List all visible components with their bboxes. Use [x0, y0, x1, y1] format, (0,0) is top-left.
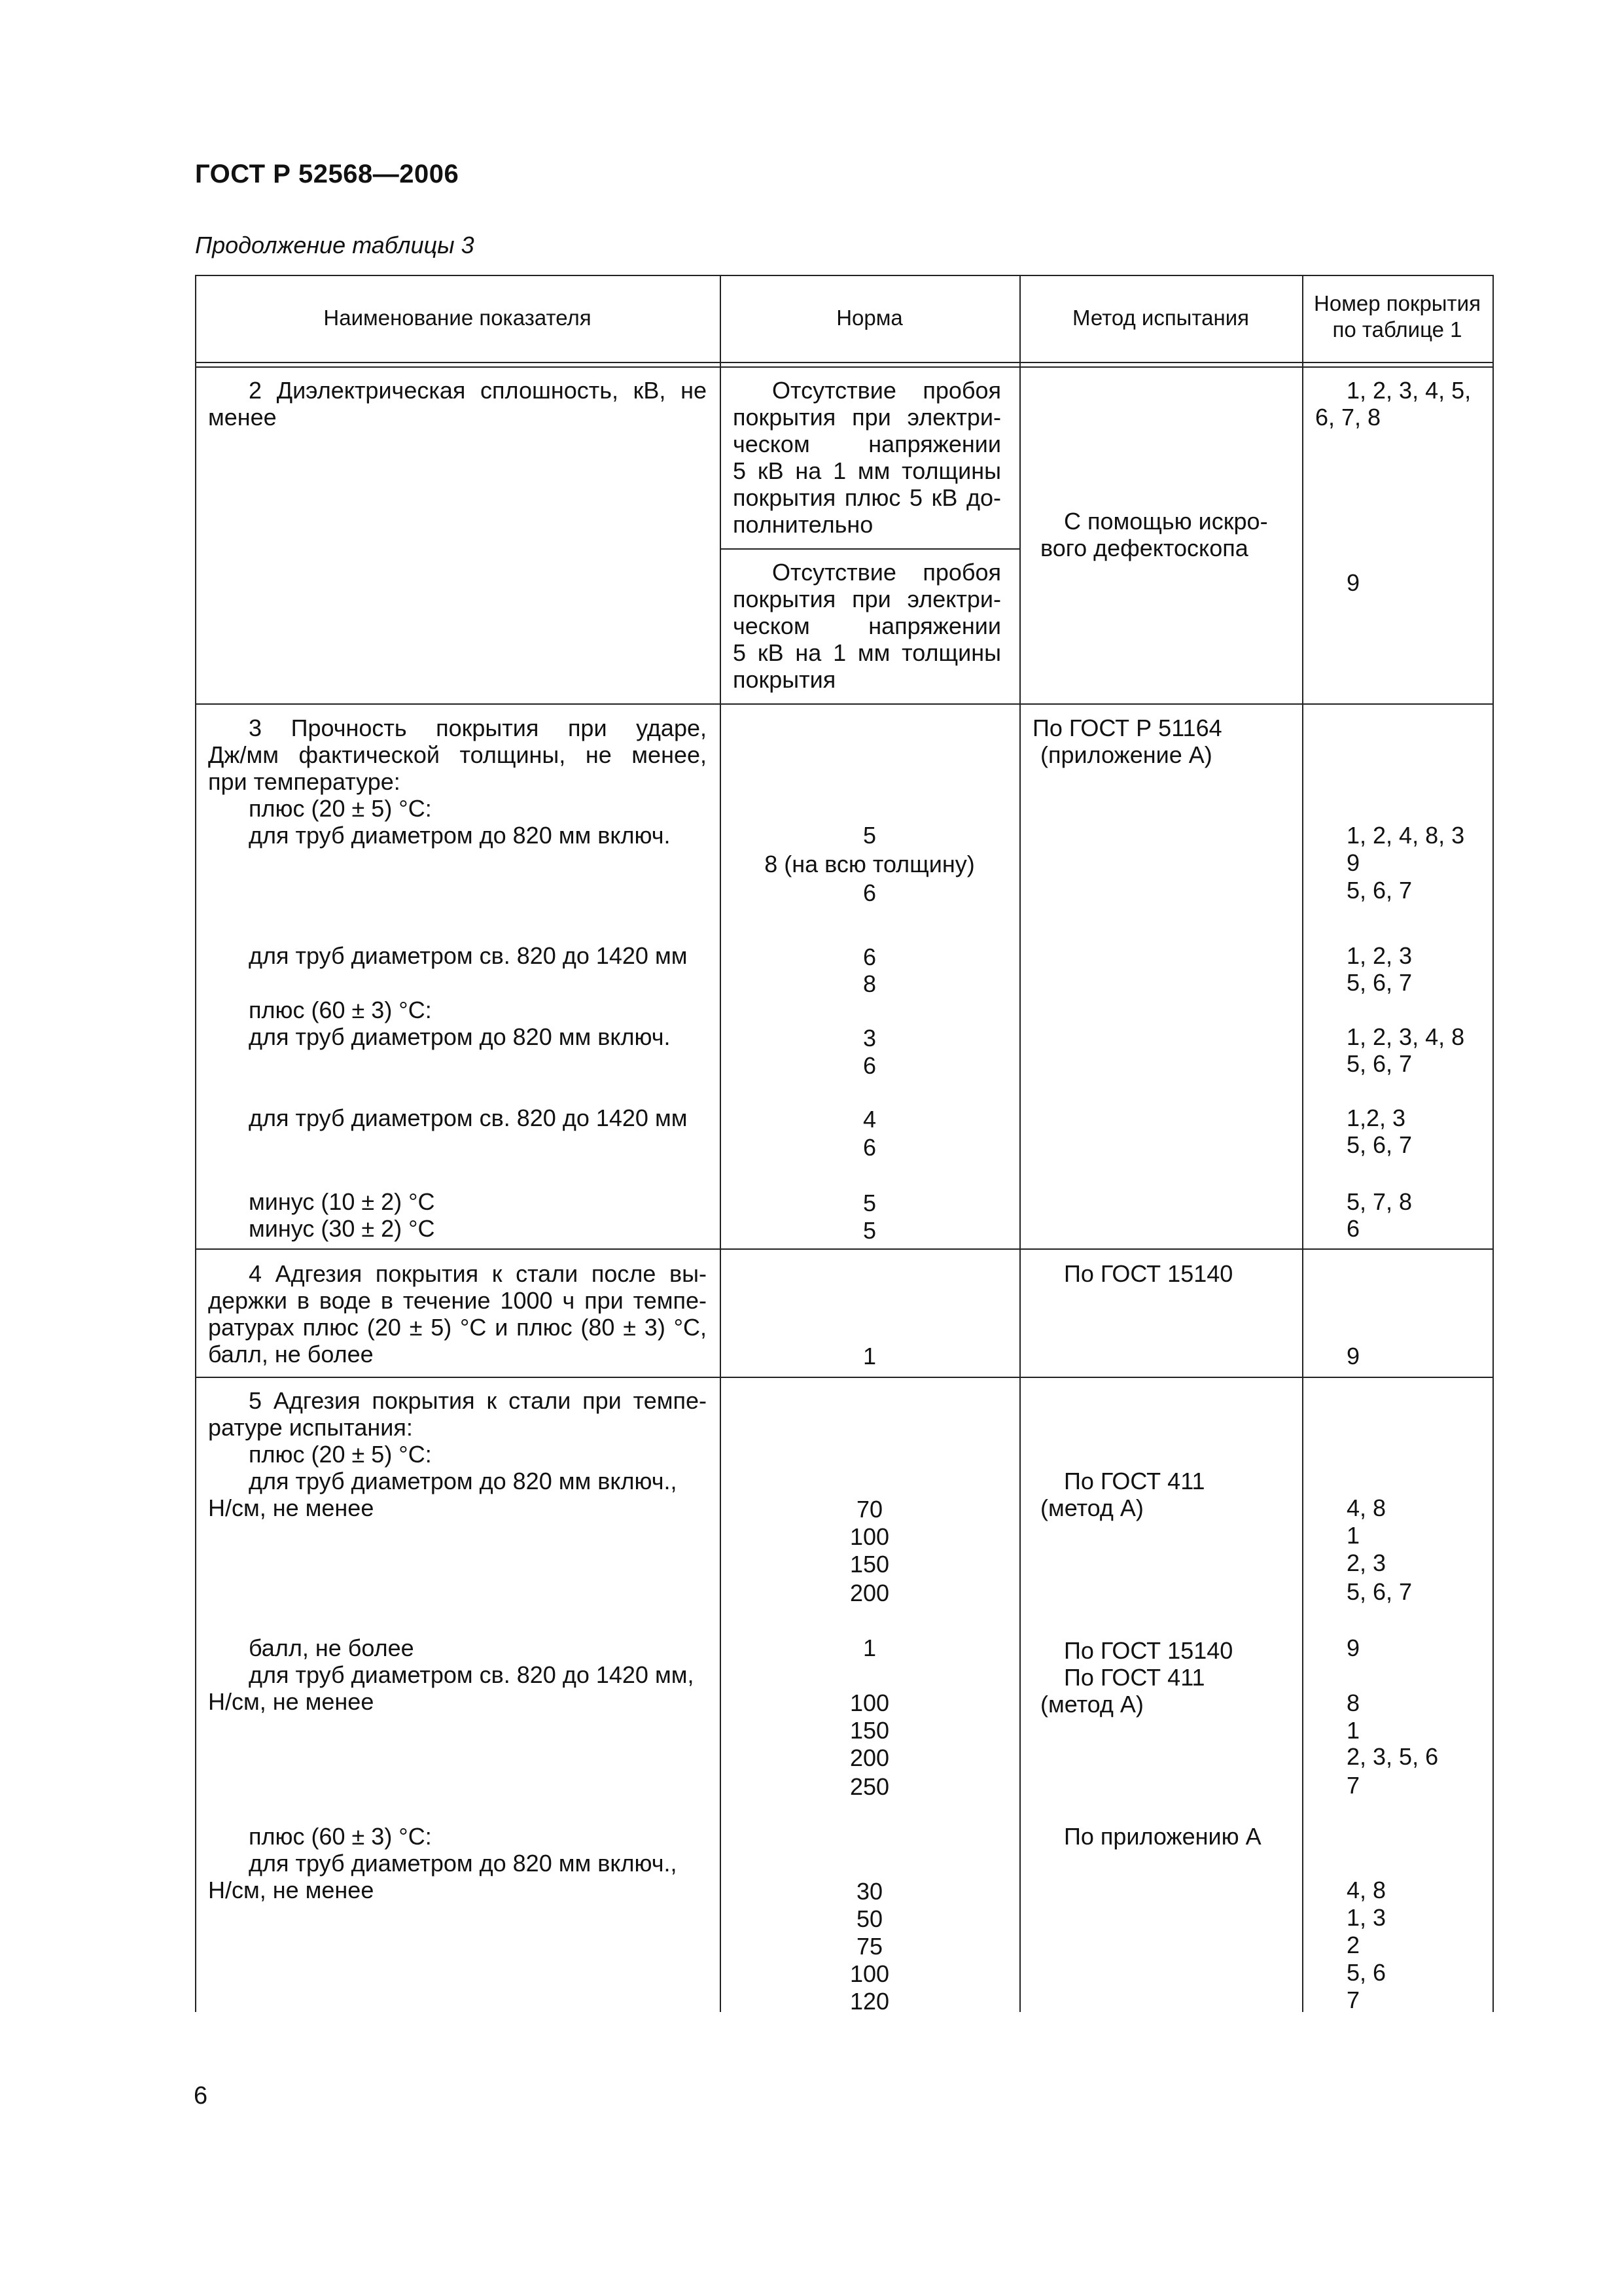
table-caption: Продолжение таблицы 3: [195, 232, 474, 258]
row3-coating: 1, 2, 3: [1347, 942, 1413, 969]
row5-temp-60: плюс (60 ± 3) °C:: [249, 1823, 432, 1850]
row-divider-4-5: [195, 1377, 1494, 1378]
row3-diameter-820-b: для труб диаметром до 820 мм включ.: [249, 1023, 671, 1050]
row5-coating: 1: [1347, 1522, 1360, 1549]
column-header-coating: Номер покрытия по таблице 1: [1314, 291, 1481, 342]
row2-name-line2: менее: [208, 404, 277, 431]
row5-coating: 1: [1347, 1717, 1360, 1744]
row3-coating: 6: [1347, 1215, 1360, 1242]
row3-coating: 1,2, 3: [1347, 1104, 1406, 1131]
row4-coating: 9: [1347, 1343, 1360, 1369]
row3-name-line1: 3 Прочность покрытия при ударе,: [249, 715, 707, 741]
row2-norm-b-line4: 5 кВ на 1 мм толщины: [733, 639, 1001, 666]
row5-unit-b: Н/см, не менее: [208, 1688, 374, 1715]
row5-method-gost411-b: По ГОСТ 411: [1064, 1664, 1205, 1691]
row3-coating: 5, 6, 7: [1347, 877, 1413, 904]
row5-method-appendix: По приложению А: [1064, 1823, 1262, 1850]
row2-coating-a-line2: 6, 7, 8: [1315, 404, 1381, 431]
row5-coating: 2, 3, 5, 6: [1347, 1743, 1439, 1770]
row3-coating: 1, 2, 4, 8, 3: [1347, 822, 1465, 849]
row3-diameter-1420-a: для труб диаметром св. 820 до 1420 мм: [249, 942, 688, 969]
row5-norm: 70: [856, 1496, 883, 1523]
row2-norm-b-line2: покрытия при электри-: [733, 586, 1001, 612]
row5-norm: 120: [849, 1988, 890, 2015]
row5-norm: 150: [849, 1717, 890, 1744]
row5-norm: 100: [849, 1689, 890, 1716]
row-divider-3-4: [195, 1248, 1494, 1250]
row3-norm: 6: [862, 1134, 877, 1161]
row2-norm-a-line6: полнительно: [733, 511, 874, 538]
row4-name-line2: держки в воде в течение 1000 ч при темпе-: [208, 1287, 707, 1314]
row3-coating: 5, 6, 7: [1347, 1131, 1413, 1158]
row3-norm: 6: [862, 944, 877, 970]
row5-coating: 2: [1347, 1932, 1360, 1958]
row5-coating: 8: [1347, 1689, 1360, 1716]
row3-norm: 5: [862, 1190, 877, 1216]
row5-diameter-1420: для труб диаметром св. 820 до 1420 мм,: [249, 1661, 694, 1688]
row3-name-line2: Дж/мм фактической толщины, не менее,: [208, 741, 707, 768]
row3-temp-60: плюс (60 ± 3) °C:: [249, 997, 432, 1023]
column-divider-3: [1302, 275, 1303, 2012]
row5-coating: 5, 6, 7: [1347, 1578, 1413, 1605]
row2-name-line1: 2 Диэлектрическая сплошность, кВ, не: [249, 377, 707, 404]
row3-norm: 5: [862, 822, 877, 849]
row5-norm: 200: [849, 1580, 890, 1606]
norm-split-divider: [720, 548, 1021, 550]
row5-norm: 100: [849, 1960, 890, 1987]
row5-norm: 75: [856, 1933, 883, 1960]
row3-temp-20: плюс (20 ± 5) °C:: [249, 795, 432, 822]
row2-norm-b-line1: Отсутствие пробоя: [772, 559, 1001, 586]
row5-coating: 2, 3: [1347, 1549, 1386, 1576]
row3-norm: 6: [862, 879, 877, 906]
row5-diameter-820-a: для труб диаметром до 820 мм включ.,: [249, 1468, 677, 1494]
row3-method-line2: (приложение А): [1040, 741, 1212, 768]
data-table: [195, 275, 1494, 2015]
row4-name-line3: ратурах плюс (20 ± 5) °C и плюс (80 ± 3) °C,: [208, 1314, 707, 1341]
row5-norm: 150: [849, 1551, 890, 1578]
row3-norm: 8 (на всю толщину): [764, 851, 975, 877]
row5-name-line2: ратуре испытания:: [208, 1414, 413, 1441]
column-header-name: Наименование показателя: [323, 306, 591, 330]
row5-ball: балл, не более: [249, 1634, 414, 1661]
row3-temp-minus-10: минус (10 ± 2) °C: [249, 1188, 435, 1215]
row2-norm-a-line2: покрытия при электри-: [733, 404, 1001, 431]
row5-method-metod-b: (метод А): [1040, 1691, 1144, 1718]
column-divider-2: [1019, 275, 1021, 2012]
row5-coating: 4, 8: [1347, 1877, 1386, 1903]
row5-unit-c: Н/см, не менее: [208, 1877, 374, 1903]
row5-unit-a: Н/см, не менее: [208, 1494, 374, 1521]
row2-method-line1: С помощью искро-: [1064, 508, 1268, 535]
row3-method-line1: По ГОСТ Р 51164: [1033, 715, 1222, 741]
row3-norm: 3: [862, 1025, 877, 1051]
row2-norm-a-line3: ческом напряжении: [733, 431, 1001, 457]
row5-temp-20: плюс (20 ± 5) °C:: [249, 1441, 432, 1468]
row3-norm: 4: [862, 1106, 877, 1133]
row2-norm-b-line5: покрытия: [733, 666, 836, 693]
row2-norm-a-line1: Отсутствие пробоя: [772, 377, 1001, 404]
row-divider-2-3: [195, 703, 1494, 705]
row5-coating: 4, 8: [1347, 1494, 1386, 1521]
row2-coating-b: 9: [1347, 569, 1360, 596]
row3-temp-minus-30: минус (30 ± 2) °C: [249, 1215, 435, 1242]
row3-norm: 6: [862, 1052, 877, 1079]
row5-coating: 1, 3: [1347, 1904, 1386, 1931]
row4-method: По ГОСТ 15140: [1064, 1260, 1233, 1287]
row3-coating: 5, 6, 7: [1347, 1050, 1413, 1077]
row5-norm: 50: [856, 1905, 883, 1932]
row5-norm: 250: [849, 1773, 890, 1800]
table-border-left: [195, 275, 196, 2012]
table-border-right: [1492, 275, 1494, 2012]
row2-norm-a-line5: покрытия плюс 5 кВ до-: [733, 484, 1001, 511]
row4-name-line4: балл, не более: [208, 1341, 374, 1368]
column-header-norm: Норма: [836, 306, 903, 330]
row2-method-line2: вого дефектоскопа: [1040, 535, 1248, 561]
document-title: ГОСТ Р 52568—2006: [195, 160, 459, 188]
row5-norm: 100: [849, 1523, 890, 1550]
row5-name-line1: 5 Адгезия покрытия к стали при темпе-: [249, 1387, 707, 1414]
row5-diameter-820-b: для труб диаметром до 820 мм включ.,: [249, 1850, 677, 1877]
row3-coating: 5, 6, 7: [1347, 969, 1413, 996]
row5-norm: 30: [856, 1878, 883, 1905]
column-header-method: Метод испытания: [1072, 306, 1250, 330]
row3-norm: 8: [862, 970, 877, 997]
row5-norm-ball: 1: [862, 1634, 877, 1661]
page-number: 6: [194, 2082, 208, 2110]
row5-coating: 5, 6: [1347, 1959, 1386, 1986]
row5-coating-ball: 9: [1347, 1634, 1360, 1661]
header-divider-second: [195, 366, 1494, 368]
row2-norm-a-line4: 5 кВ на 1 мм толщины: [733, 457, 1001, 484]
row3-coating: 5, 7, 8: [1347, 1188, 1413, 1215]
row5-method-gost411-a: По ГОСТ 411: [1064, 1468, 1205, 1494]
row5-coating: 7: [1347, 1772, 1360, 1799]
row3-coating: 9: [1347, 849, 1360, 876]
row3-diameter-820-a: для труб диаметром до 820 мм включ.: [249, 822, 671, 849]
row5-norm: 200: [849, 1744, 890, 1771]
row3-name-line3: при температуре:: [208, 768, 400, 795]
header-divider: [195, 362, 1494, 363]
row5-method-metod-a: (метод А): [1040, 1494, 1144, 1521]
row4-norm: 1: [862, 1343, 877, 1369]
row3-diameter-1420-b: для труб диаметром св. 820 до 1420 мм: [249, 1104, 688, 1131]
table-border-top: [195, 275, 1494, 276]
row2-norm-b-line3: ческом напряжении: [733, 612, 1001, 639]
row3-norm: 5: [862, 1217, 877, 1244]
row3-coating: 1, 2, 3, 4, 8: [1347, 1023, 1465, 1050]
row5-method-gost15140: По ГОСТ 15140: [1064, 1637, 1233, 1664]
row4-name-line1: 4 Адгезия покрытия к стали после вы-: [249, 1260, 707, 1287]
row5-coating: 7: [1347, 1987, 1360, 2013]
row2-coating-a-line1: 1, 2, 3, 4, 5,: [1347, 377, 1472, 404]
